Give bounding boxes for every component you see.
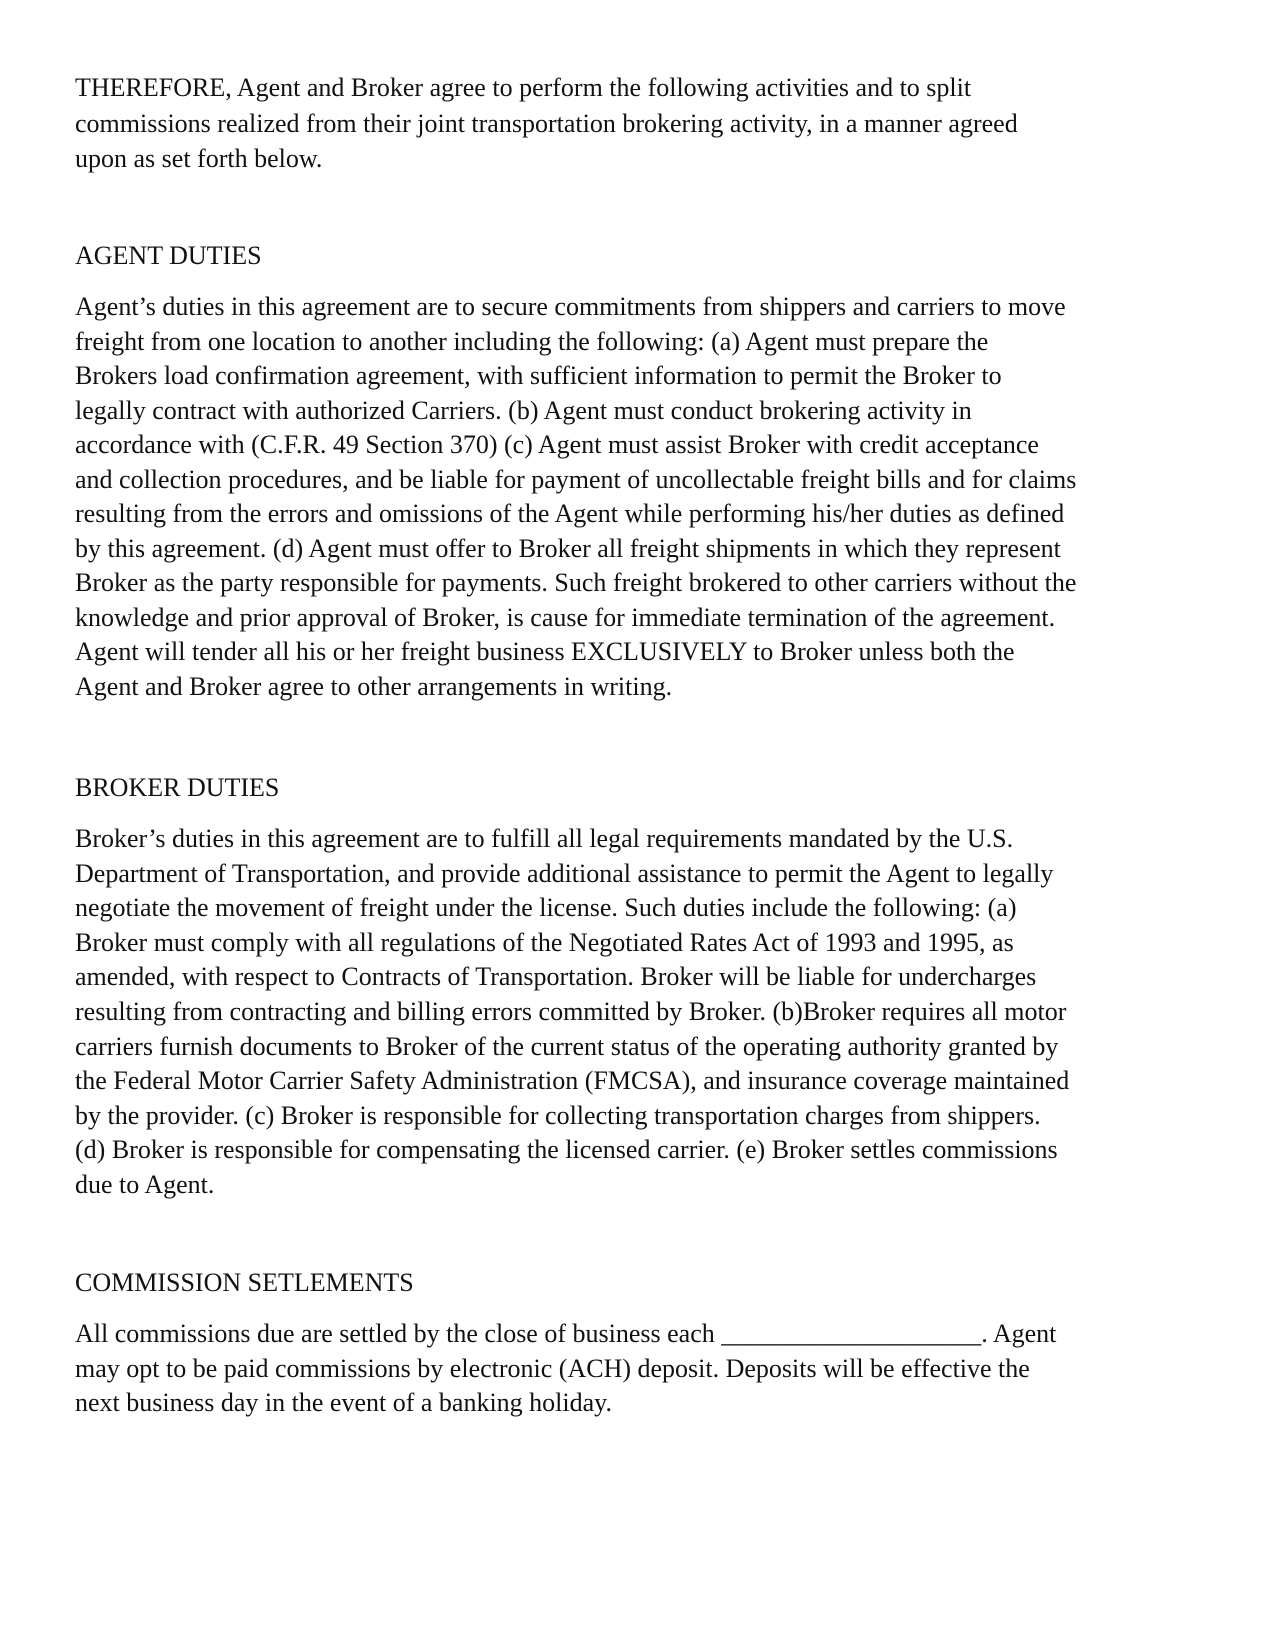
- agent-duties-line: freight from one location to another including the following: (a) Agent must prepare the: [75, 326, 989, 356]
- broker-duties-line: amended, with respect to Contracts of Transportation. Broker will be liable for undercharges: [75, 962, 1037, 992]
- broker-duties-line: the Federal Motor Carrier Safety Administration (FMCSA), and insurance coverage maintained: [75, 1066, 1070, 1096]
- agent-duties-line: resulting from the errors and omissions of the Agent while performing his/her duties as defined: [75, 499, 1065, 528]
- broker-duties-heading: BROKER DUTIES: [75, 773, 280, 802]
- agent-duties-line: and collection procedures, and be liable for payment of uncollectable freight bills and for claims: [75, 464, 1077, 494]
- commission-line-suffix: . Agent: [981, 1319, 1057, 1348]
- broker-duties-line: due to Agent.: [75, 1169, 215, 1199]
- agent-duties-heading: AGENT DUTIES: [75, 241, 262, 270]
- commission-settlements-paragraph: [75, 1317, 1205, 1421]
- agent-duties-line: Brokers load confirmation agreement, with sufficient information to permit the Broker to: [75, 361, 1002, 390]
- intro-line: THEREFORE, Agent and Broker agree to perform the following activities and to split: [75, 73, 972, 102]
- intro-line: upon as set forth below.: [75, 144, 323, 173]
- agent-duties-line: Agent will tender all his or her freight business EXCLUSIVELY to Broker unless both the: [75, 637, 1015, 666]
- intro-line: commissions realized from their joint transportation brokering activity, in a manner agreed: [75, 108, 1018, 138]
- broker-duties-line: Broker’s duties in this agreement are to fulfill all legal requirements mandated by the U.S.: [75, 824, 1014, 853]
- commission-line-1: [75, 1317, 1205, 1352]
- commission-line: next business day in the event of a banking holiday.: [75, 1388, 612, 1417]
- broker-duties-line: Department of Transportation, and provide additional assistance to permit the Agent to legally: [75, 858, 1054, 888]
- broker-duties-line: Broker must comply with all regulations of the Negotiated Rates Act of 1993 and 1995, as: [75, 927, 1014, 957]
- commission-line-prefix: All commissions due are settled by the close of business each: [75, 1319, 722, 1348]
- agent-duties-line: Agent’s duties in this agreement are to secure commitments from shippers and carriers to move: [75, 292, 1066, 321]
- agent-duties-line: legally contract with authorized Carriers. (b) Agent must conduct brokering activity in: [75, 395, 972, 425]
- agent-duties-line: Agent and Broker agree to other arrangements in writing.: [75, 671, 673, 701]
- commission-settlements-heading: COMMISSION SETLEMENTS: [75, 1268, 414, 1297]
- broker-duties-line: negotiate the movement of freight under the license. Such duties include the following: (a): [75, 893, 1017, 923]
- agent-duties-line: accordance with (C.F.R. 49 Section 370) (c) Agent must assist Broker with credit acceptance: [75, 430, 1039, 459]
- intro-paragraph: [75, 70, 1205, 177]
- agent-duties-line: by this agreement. (d) Agent must offer to Broker all freight shipments in which they represent: [75, 533, 1061, 563]
- broker-duties-line: carriers furnish documents to Broker of the current status of the operating authority granted by: [75, 1031, 1059, 1061]
- agent-duties-line: Broker as the party responsible for payments. Such freight brokered to other carriers without the: [75, 568, 1077, 597]
- agent-duties-paragraph: [75, 290, 1205, 704]
- broker-duties-line: by the provider. (c) Broker is responsible for collecting transportation charges from shippers.: [75, 1100, 1041, 1130]
- broker-duties-paragraph: [75, 822, 1205, 1203]
- broker-duties-line: (d) Broker is responsible for compensating the licensed carrier. (e) Broker settles commissions: [75, 1135, 1058, 1165]
- broker-duties-line: resulting from contracting and billing errors committed by Broker. (b)Broker requires all motor: [75, 996, 1067, 1026]
- settlement-day-blank[interactable]: ____________________: [721, 1319, 982, 1348]
- agent-duties-line: knowledge and prior approval of Broker, is cause for immediate termination of the agreement.: [75, 602, 1056, 632]
- commission-line: may opt to be paid commissions by electronic (ACH) deposit. Deposits will be effective the: [75, 1353, 1030, 1383]
